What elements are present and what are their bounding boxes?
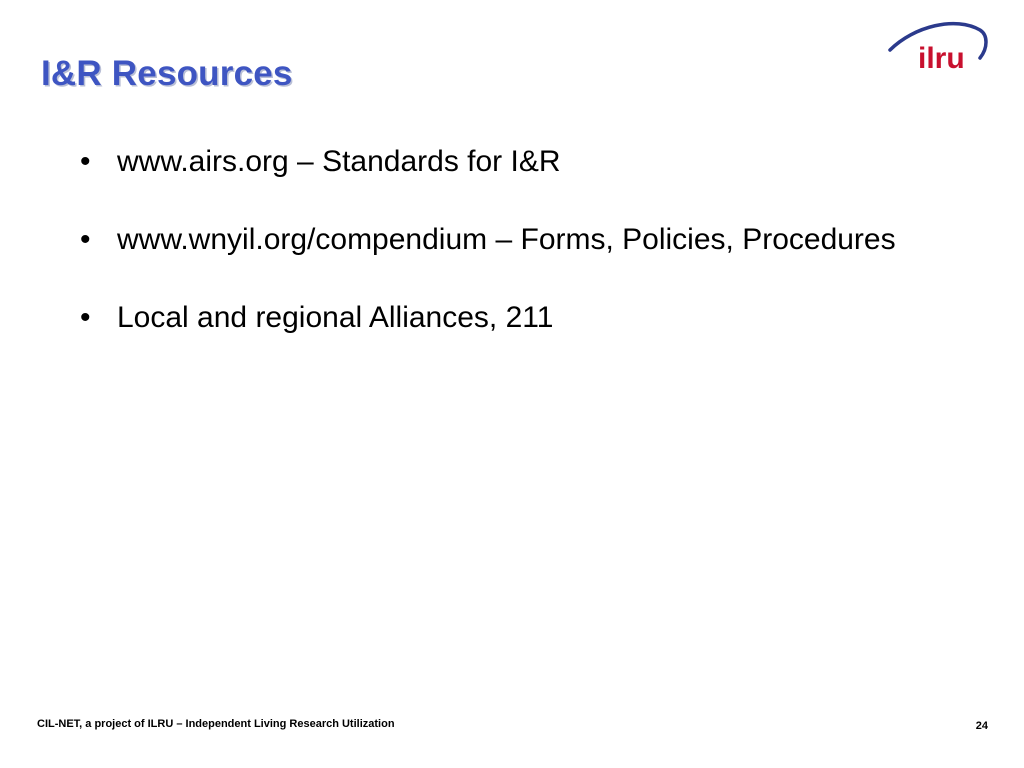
bullet-marker: • bbox=[80, 145, 91, 178]
logo-text: ilru bbox=[918, 42, 965, 74]
bullet-item bbox=[80, 220, 960, 260]
slide-title: I&R Resources bbox=[41, 54, 293, 93]
bullet-item bbox=[80, 142, 960, 182]
bullet-text: Local and regional Alliances, 211 bbox=[117, 301, 554, 334]
bullet-item bbox=[80, 298, 960, 338]
bullet-text: www.airs.org – Standards for I&R bbox=[117, 145, 561, 178]
footer-caption: CIL-NET, a project of ILRU – Independent Living Research Utilization bbox=[37, 718, 395, 730]
page-number: 24 bbox=[975, 720, 988, 732]
bullet-marker: • bbox=[80, 223, 91, 256]
bullet-marker: • bbox=[80, 301, 91, 334]
bullet-text: www.wnyil.org/compendium – Forms, Policies, Procedures bbox=[117, 223, 896, 256]
bullet-list bbox=[80, 142, 960, 376]
ilru-logo bbox=[884, 14, 990, 74]
